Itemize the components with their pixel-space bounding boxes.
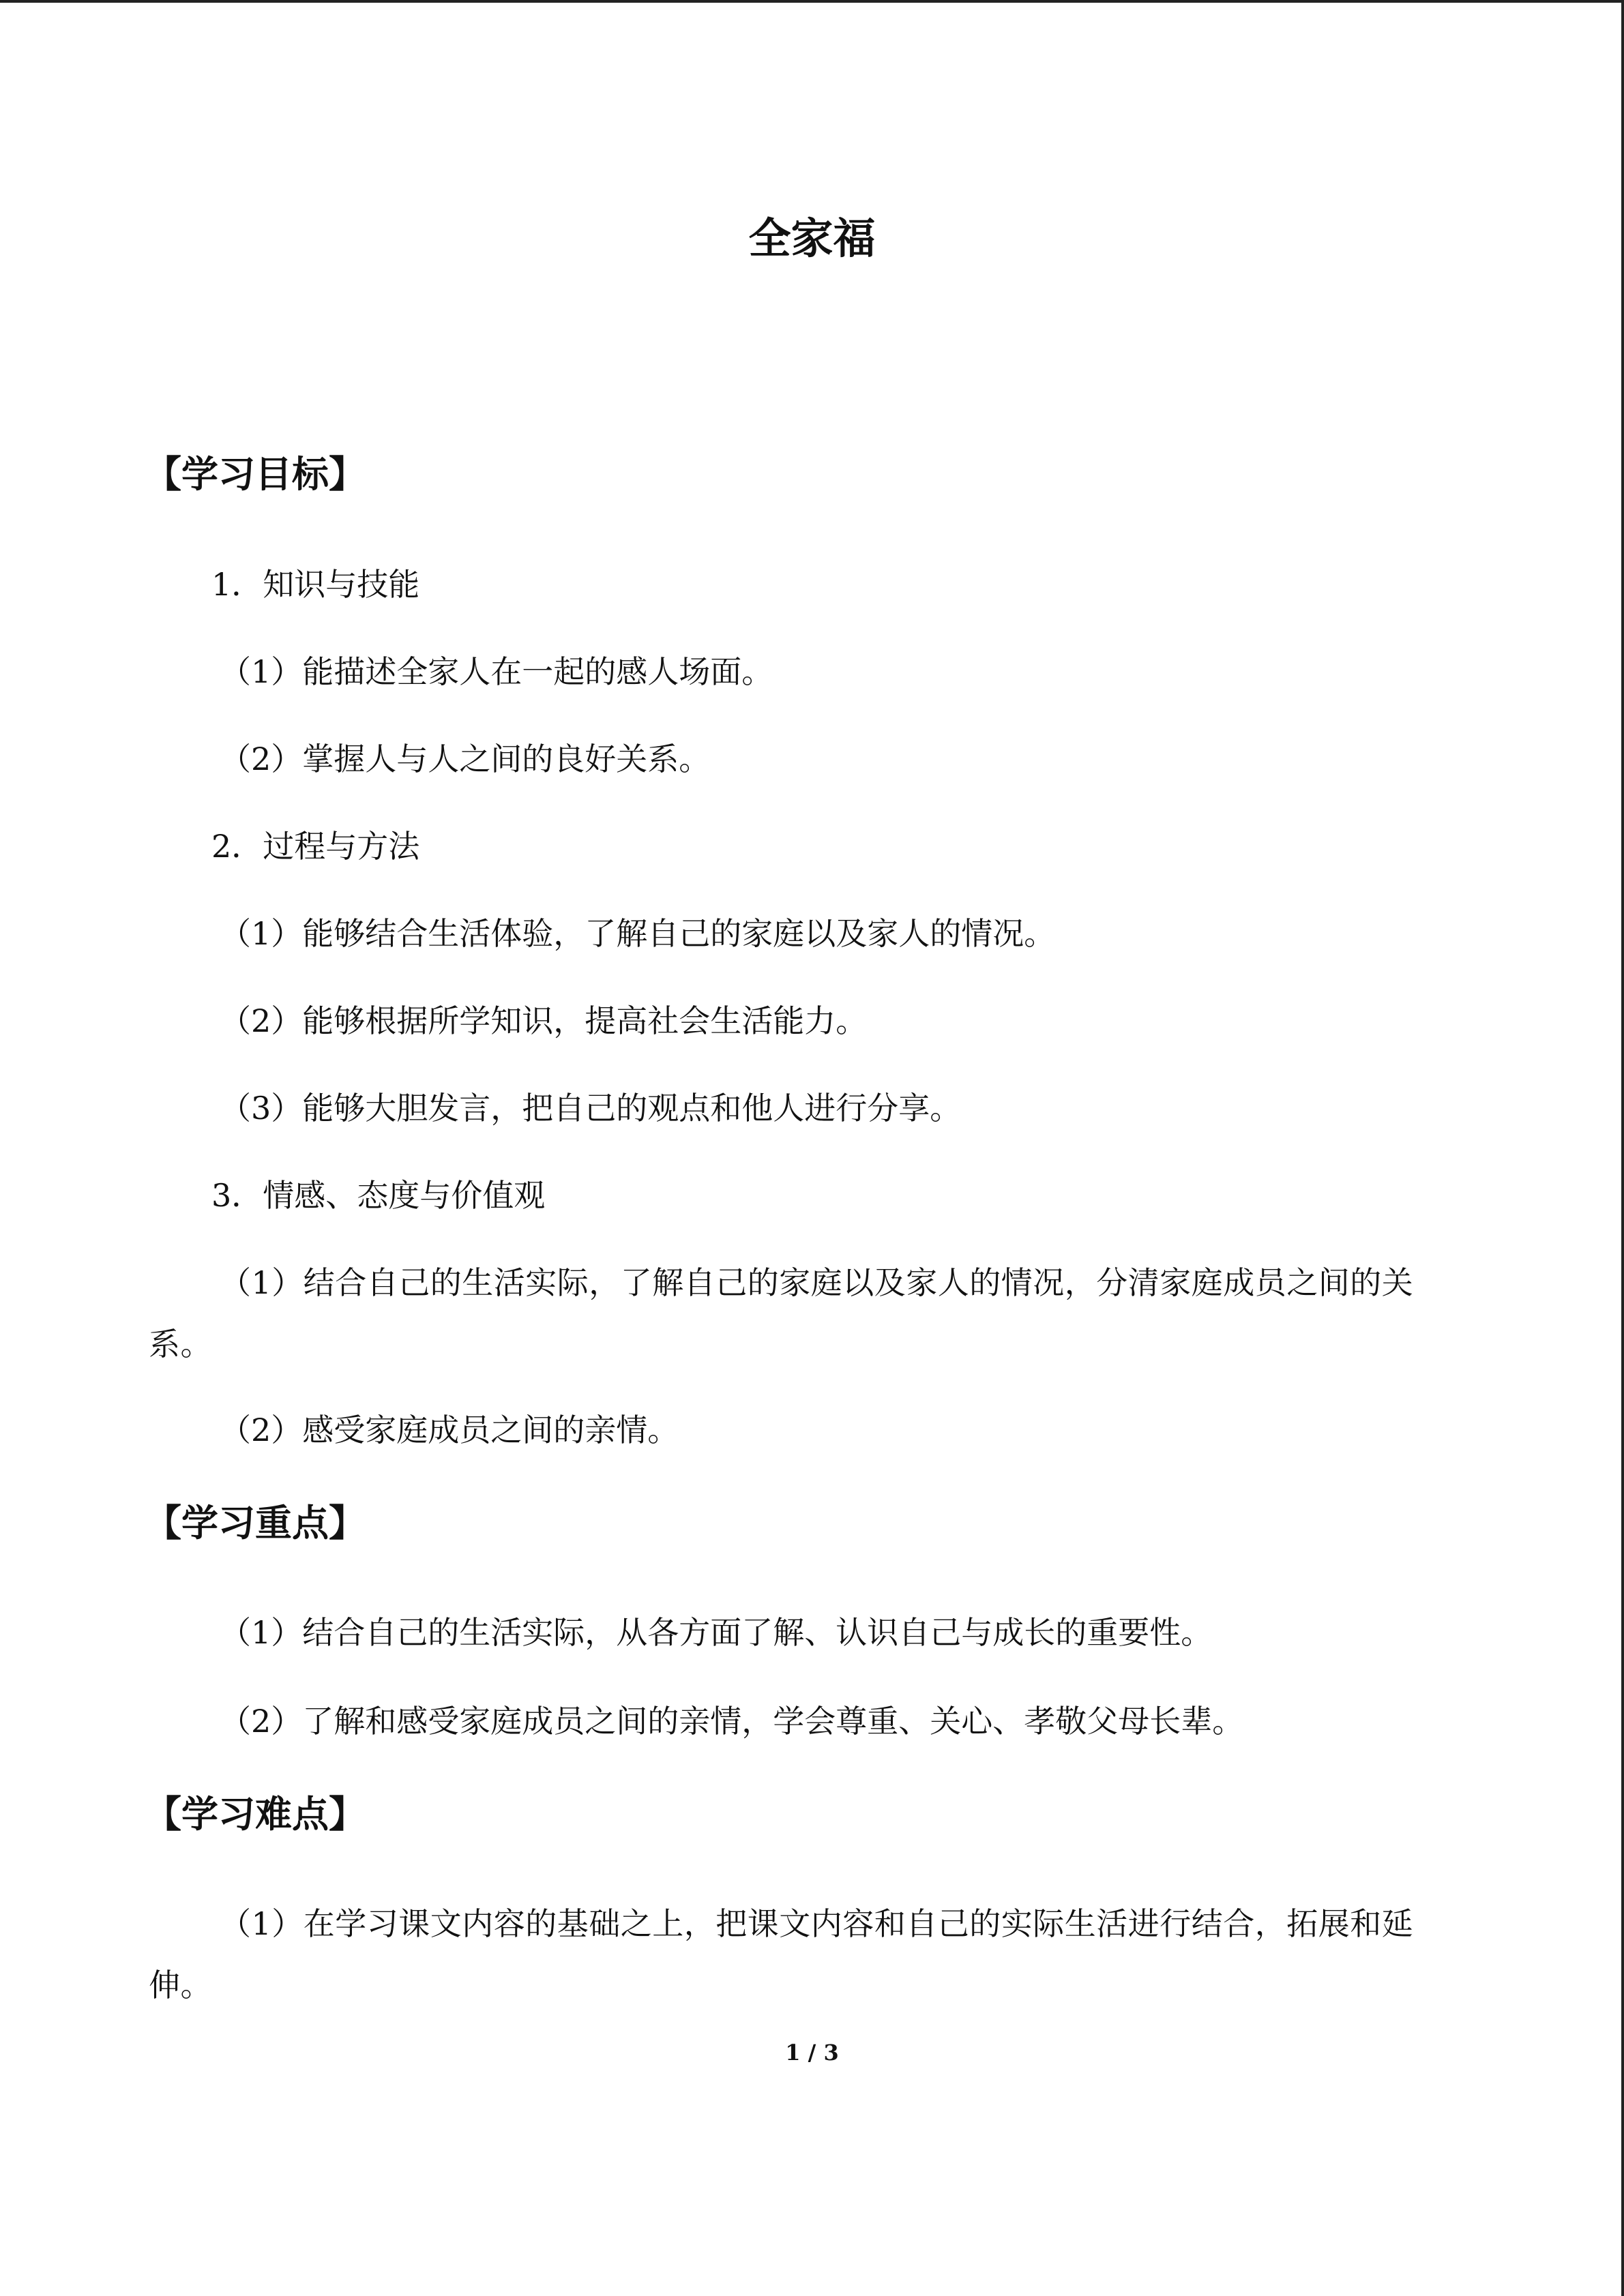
section-heading-difficulties: 【学习难点】: [145, 1792, 366, 1836]
difficulty-item: （1）在学习课文内容的基础之上，把课文内容和自己的实际生活进行结合，拓展和延伸。: [149, 1905, 1414, 2003]
objective-item: （3）能够大胆发言，把自己的观点和他人进行分享。: [220, 1090, 962, 1127]
objective-item: （1）结合自己的生活实际，了解自己的家庭以及家人的情况，分清家庭成员之间的关系。: [149, 1264, 1414, 1362]
page-number: 1 / 3: [785, 2040, 839, 2066]
section-heading-objectives: 【学习目标】: [145, 452, 366, 496]
key-point-item: （1）结合自己的生活实际，从各方面了解、认识自己与成长的重要性。: [220, 1614, 1213, 1651]
objective-item: （2）能够根据所学知识，提高社会生活能力。: [220, 1002, 868, 1039]
objective-item: （1）能够结合生活体验，了解自己的家庭以及家人的情况。: [220, 915, 1056, 952]
objective-item: （2）掌握人与人之间的良好关系。: [220, 741, 711, 777]
page-border-top: [0, 0, 1624, 3]
page-border-right: [1621, 0, 1624, 2296]
objective-item: （2）感受家庭成员之间的亲情。: [220, 1412, 679, 1448]
objective-group-label: 3．情感、态度与价值观: [211, 1177, 546, 1214]
page-title: 全家福: [748, 213, 876, 263]
objective-item: （1）能描述全家人在一起的感人场面。: [220, 653, 773, 690]
objective-group-label: 2．过程与方法: [211, 828, 420, 865]
section-heading-key-points: 【学习重点】: [145, 1501, 366, 1545]
objective-group-label: 1．知识与技能: [211, 566, 420, 603]
key-point-item: （2）了解和感受家庭成员之间的亲情，学会尊重、关心、孝敬父母长辈。: [220, 1703, 1244, 1740]
